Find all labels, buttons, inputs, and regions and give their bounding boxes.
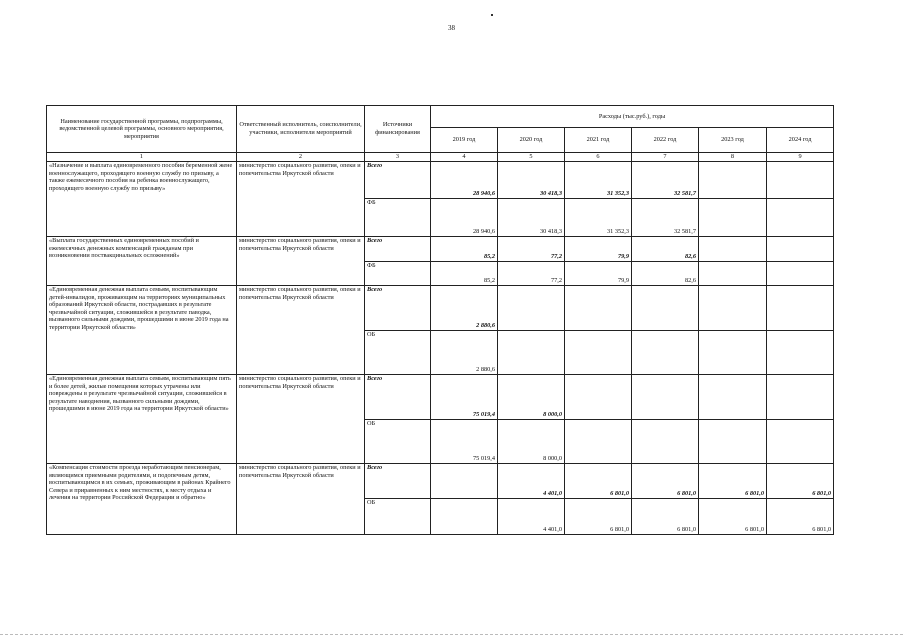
source-value: 6 801,0 (565, 499, 632, 535)
source-value: 31 352,3 (565, 199, 632, 237)
source-value (498, 331, 565, 375)
source-value: 79,9 (565, 262, 632, 286)
column-number: 6 (565, 153, 632, 162)
header-executor: Ответственный исполнитель, соисполнители, участники, исполнители мероприятий (237, 106, 365, 153)
source-total-label: Всего (365, 286, 431, 331)
source-value: 6 801,0 (632, 499, 699, 535)
source-label: ОБ (365, 499, 431, 535)
source-value (767, 420, 834, 464)
source-value: 6 801,0 (767, 499, 834, 535)
column-number: 2 (237, 153, 365, 162)
source-value (699, 420, 767, 464)
header-source: Источники финансирования (365, 106, 431, 153)
header-year: 2021 год (565, 128, 632, 153)
column-number: 4 (431, 153, 498, 162)
program-name: «Единовременная денежная выплата семьям, воспитывающим детей-инвалидов, проживающим на территориях муниципальных образований Иркутской области, пострадавших в результате чрезвычайной ситуации, сложившейся в результате паводка, вызванного сильными дождями, прошедшими в июне 2019 года на территории Иркутской области» (47, 286, 237, 375)
source-value (767, 262, 834, 286)
source-value: 82,6 (632, 262, 699, 286)
scan-speck (491, 14, 493, 16)
total-value: 77,2 (498, 237, 565, 262)
executor-name: министерство социального развития, опеки и попечительства Иркутской области (237, 464, 365, 535)
source-value (632, 420, 699, 464)
program-name: «Назначение и выплата единовременного пособия беременной жене военнослужащего, проходящего военную службу по призыву, а также ежемесячного пособия на ребенка военнослужащего, проходящего военную службу по призыву» (47, 162, 237, 237)
total-value: 2 880,6 (431, 286, 498, 331)
total-value (565, 286, 632, 331)
source-label: ФБ (365, 199, 431, 237)
header-year: 2020 год (498, 128, 565, 153)
total-value (767, 162, 834, 199)
program-name: «Компенсация стоимости проезда неработающим пенсионерам, являющимся приемными родителями, и подопечным детям, воспитывающимся в их семьях, проживающим в районах Крайнего Севера и приравненных к ним местностях, к месту отдыха и лечения на территории Российской Федерации и обратно» (47, 464, 237, 535)
source-value (767, 331, 834, 375)
program-name: «Выплата государственных единовременных пособий и ежемесячных денежных компенсаций гражданам при возникновении поствакцинальных осложнений» (47, 237, 237, 286)
source-label: ФБ (365, 262, 431, 286)
total-value: 30 418,3 (498, 162, 565, 199)
total-value (767, 237, 834, 262)
source-value (699, 331, 767, 375)
header-year: 2022 год (632, 128, 699, 153)
total-value: 6 801,0 (632, 464, 699, 499)
total-value (632, 286, 699, 331)
source-value: 30 418,3 (498, 199, 565, 237)
source-value (767, 199, 834, 237)
executor-name: министерство социального развития, опеки и попечительства Иркутской области (237, 286, 365, 375)
source-total-label: Всего (365, 464, 431, 499)
program-name: «Единовременная денежная выплата семьям, воспитывающим пять и более детей, жилые помещения которых утрачены или повреждены в результате чрезвычайной ситуации, сложившейся в результате наводнения, вызванного сильными дождями, прошедшими в июне 2019 года на территории Иркутской области» (47, 375, 237, 464)
column-number: 8 (699, 153, 767, 162)
total-value: 6 801,0 (767, 464, 834, 499)
total-value: 79,9 (565, 237, 632, 262)
source-label: ОБ (365, 331, 431, 375)
header-year: 2023 год (699, 128, 767, 153)
header-year: 2024 год (767, 128, 834, 153)
total-value (498, 286, 565, 331)
source-label: ОБ (365, 420, 431, 464)
executor-name: министерство социального развития, опеки и попечительства Иркутской области (237, 375, 365, 464)
total-value (565, 375, 632, 420)
source-value: 77,2 (498, 262, 565, 286)
total-value: 31 352,3 (565, 162, 632, 199)
total-value (699, 286, 767, 331)
source-total-label: Всего (365, 375, 431, 420)
total-value: 28 940,6 (431, 162, 498, 199)
column-number: 9 (767, 153, 834, 162)
column-number: 5 (498, 153, 565, 162)
scan-edge-line (0, 634, 903, 635)
total-value: 85,2 (431, 237, 498, 262)
source-value (699, 262, 767, 286)
source-total-label: Всего (365, 162, 431, 199)
source-value: 6 801,0 (699, 499, 767, 535)
source-value: 28 940,6 (431, 199, 498, 237)
source-value (565, 331, 632, 375)
header-year: 2019 год (431, 128, 498, 153)
total-value: 6 801,0 (565, 464, 632, 499)
source-value (699, 199, 767, 237)
total-value (767, 286, 834, 331)
page-number: 38 (448, 24, 455, 32)
expenses-table (46, 105, 834, 535)
column-number: 1 (47, 153, 237, 162)
source-value: 2 880,6 (431, 331, 498, 375)
total-value: 8 000,0 (498, 375, 565, 420)
header-program: Наименование государственной программы, подпрограммы, ведомственной целевой программы, основного мероприятия, мероприятия (47, 106, 237, 153)
total-value (699, 237, 767, 262)
executor-name: министерство социального развития, опеки и попечительства Иркутской области (237, 162, 365, 237)
source-value (632, 331, 699, 375)
header-expenses: Расходы (тыс.руб.), годы (431, 106, 834, 128)
total-value (699, 375, 767, 420)
total-value (431, 464, 498, 499)
total-value (632, 375, 699, 420)
column-number: 3 (365, 153, 431, 162)
source-value: 8 000,0 (498, 420, 565, 464)
source-value: 4 401,0 (498, 499, 565, 535)
source-total-label: Всего (365, 237, 431, 262)
total-value: 6 801,0 (699, 464, 767, 499)
column-number: 7 (632, 153, 699, 162)
executor-name: министерство социального развития, опеки и попечительства Иркутской области (237, 237, 365, 286)
total-value: 4 401,0 (498, 464, 565, 499)
source-value: 85,2 (431, 262, 498, 286)
total-value (699, 162, 767, 199)
total-value (767, 375, 834, 420)
total-value: 32 581,7 (632, 162, 699, 199)
source-value: 32 581,7 (632, 199, 699, 237)
total-value: 75 019,4 (431, 375, 498, 420)
source-value: 75 019,4 (431, 420, 498, 464)
total-value: 82,6 (632, 237, 699, 262)
source-value (431, 499, 498, 535)
source-value (565, 420, 632, 464)
